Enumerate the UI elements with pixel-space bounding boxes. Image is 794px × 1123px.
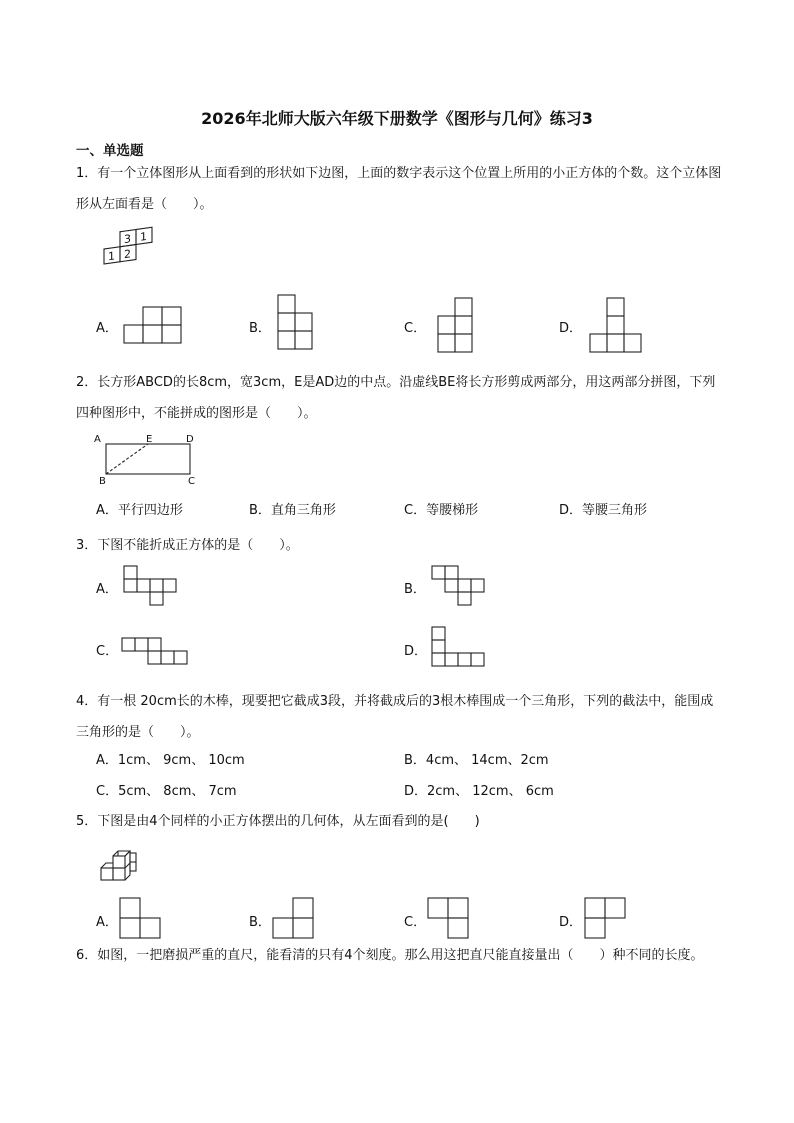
q1-option-c-label[interactable]: C． (404, 321, 427, 336)
q5-option-a-figure[interactable] (120, 898, 162, 940)
q1-number-4: 2 (124, 247, 131, 262)
q1-number-2: 1 (140, 230, 147, 244)
q4-option-d[interactable]: D．2cm、 12cm、 6cm (404, 784, 554, 799)
q2-label-e: E (146, 434, 153, 445)
section-heading: 一、单选题 (76, 143, 144, 159)
q5-option-d-label[interactable]: D． (559, 915, 583, 930)
q3-option-d-net[interactable] (432, 627, 488, 669)
q3-option-a-net[interactable] (124, 566, 182, 608)
q2-label-b: B (99, 476, 106, 487)
q2-option-d[interactable]: D．等腰三角形 (559, 503, 648, 518)
q1-top-view-figure (104, 232, 154, 268)
q5-option-d-figure[interactable] (585, 898, 627, 940)
q2-rectangle-figure (94, 432, 206, 487)
q1-option-d-figure[interactable] (590, 298, 644, 354)
q5-option-b-label[interactable]: B． (249, 915, 271, 930)
question-3-text: 3．下图不能折成正方体的是（ ）。 (76, 538, 299, 553)
q3-option-c-net[interactable] (122, 638, 192, 666)
q2-option-c[interactable]: C．等腰梯形 (404, 503, 479, 518)
q1-option-a-figure[interactable] (124, 307, 182, 345)
q1-option-b-figure[interactable] (278, 295, 314, 351)
q5-option-c-figure[interactable] (428, 898, 470, 940)
q2-option-a[interactable]: A．平行四边形 (96, 503, 183, 518)
q5-option-b-figure[interactable] (273, 898, 315, 940)
q1-option-c-figure[interactable] (438, 298, 474, 354)
q1-option-b-label[interactable]: B． (249, 321, 271, 336)
q5-option-a-label[interactable]: A． (96, 915, 118, 930)
q2-label-d: D (186, 434, 194, 445)
question-5-text: 5．下图是由4个同样的小正方体摆出的几何体，从左面看到的是( ) (76, 814, 480, 829)
question-1-text: 1．有一个立体图形从上面看到的形状如下边图，上面的数字表示这个位置上所用的小正方体的个数。这个立体图形从左面看是（ ）。 (76, 166, 722, 212)
q4-option-a[interactable]: A．1cm、 9cm、 10cm (96, 753, 245, 768)
q5-option-c-label[interactable]: C． (404, 915, 427, 930)
q4-option-b[interactable]: B．4cm、 14cm、2cm (404, 753, 549, 768)
question-4-text: 4．有一根 20cm长的木棒，现要把它截成3段，并将截成后的3根木棒围成一个三角形，下列的截法中，能围成三角形的是（ ）。 (76, 694, 714, 740)
q3-option-a-label[interactable]: A． (96, 582, 118, 597)
q5-cubes-figure (100, 848, 140, 884)
q3-option-c-label[interactable]: C． (96, 644, 119, 659)
q1-number-3: 1 (108, 249, 115, 264)
q1-option-d-label[interactable]: D． (559, 321, 583, 336)
q1-number-1: 3 (124, 232, 131, 247)
q3-option-b-label[interactable]: B． (404, 582, 426, 597)
q4-option-c[interactable]: C．5cm、 8cm、 7cm (96, 784, 237, 799)
q2-label-a: A (94, 434, 101, 445)
q2-option-b[interactable]: B．直角三角形 (249, 503, 336, 518)
q3-option-d-label[interactable]: D． (404, 644, 428, 659)
question-6-text: 6．如图，一把磨损严重的直尺，能看清的只有4个刻度。那么用这把直尺能直接量出（ ）种不同的长度。 (76, 948, 704, 963)
page-title: 2026年北师大版六年级下册数学《图形与几何》练习3 (201, 109, 593, 128)
question-2-text: 2．长方形ABCD的长8cm，宽3cm，E是AD边的中点。沿虚线BE将长方形剪成两部分，用这两部分拼图，下列四种图形中，不能拼成的图形是（ ）。 (76, 375, 716, 421)
q1-option-a-label[interactable]: A． (96, 321, 118, 336)
q2-label-c: C (188, 476, 195, 487)
q3-option-b-net[interactable] (432, 566, 490, 608)
